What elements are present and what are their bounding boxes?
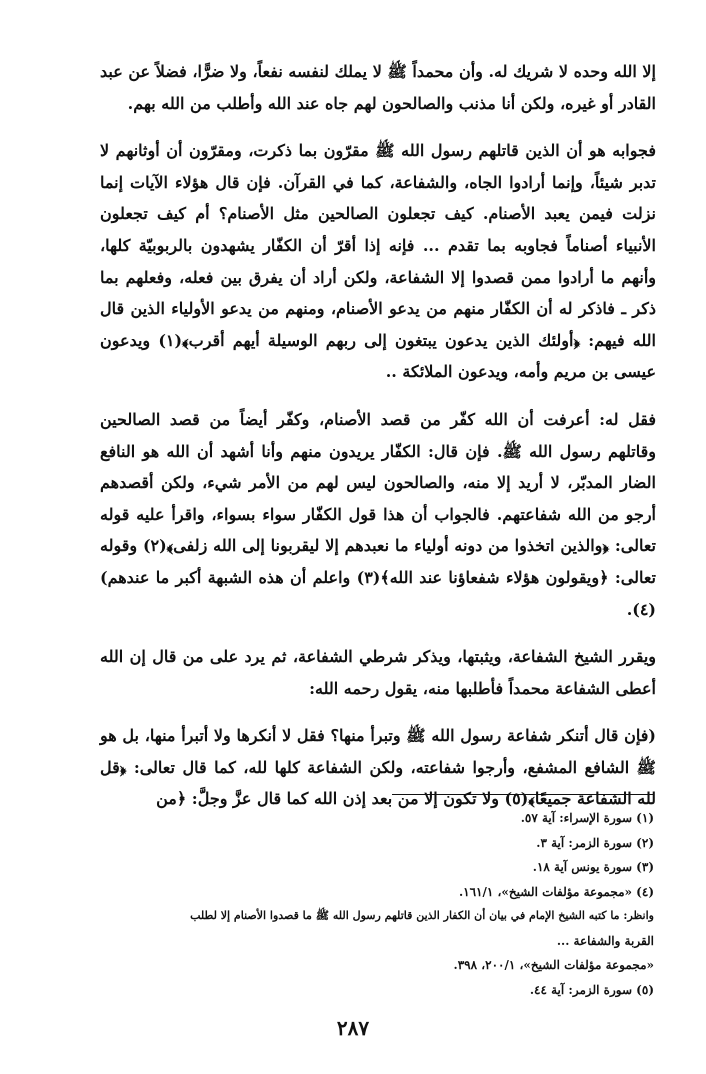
paragraph-1: إلا الله وحده لا شريك له. وأن محمداً ﷺ لا يملك لنفسه نفعاً، ولا ضرًّا، فضلاً عن عبد القادر أو غيره، ولكن أنا مذنب والصالحون لهم جاه عند الله وأطلب من الله بهم. [100,62,656,113]
footnote-5: (٥) سورة الزمر: آية ٤٤. [529,982,654,997]
footnote-1: (١) سورة الإسراء: آية ٥٧. [520,811,654,825]
page-number: ٢٨٧ [336,1016,370,1040]
paragraph-gap [100,119,656,135]
paragraph-4: ويقرر الشيخ الشفاعة، ويثبتها، ويذكر شرطي الشفاعة، ثم يرد على من قال إن الله أعطى الشفاعة محمداً فأطلبها منه، يقول رحمه الله: [100,647,657,698]
footnotes [100,806,654,1002]
paragraph-gap [100,388,656,404]
footnote-4: (٤) «مجموعة مؤلفات الشيخ»، ١٦١/١. [458,884,654,899]
footnote-3: (٣) سورة يونس آية ١٨. [532,860,654,874]
footnote-4-continuation: وانظر: ما كتبه الشيخ الإمام في بيان أن الكفار الذين قاتلهم رسول الله ﷺ ما قصدوا الأصنام إلا لطلب [190,909,654,922]
footnote-4-continuation: القربة والشفاعة ... [556,933,654,948]
main-text [100,56,656,815]
paragraph-3: فقل له: أعرفت أن الله كفّر من قصد الأصنام، وكفّر أيضاً من قصد الصالحين وقاتلهم رسول الله ﷺ. فإن قال: الكفّار يريدون منهم وأنا أشهد أن الله هو النافع الضار المدبّر، لا أريد إلا منه، والصالحون ليس لهم من الأمر شيء، ولكن أقصدهم أرجو من الله شفاعتهم. فالجواب أن هذا قول الكفّار سواء بسواء، واقرأ عليه قوله تعالى: ﴿والذين اتخذوا من دونه أولياء ما نعبدهم إلا ليقربونا إلى الله زلفى﴾(٢) وقوله تعالى: ﴿ويقولون هؤلاء شفعاؤنا عند الله﴾(٣) واعلم أن هذه الشبهة أكبر ما عندهم)(٤). [100,409,657,619]
footnote-4-reference: «مجموعة مؤلفات الشيخ»، ٢٠٠/١، ٣٩٨. [453,958,654,972]
footnote-2: (٢) سورة الزمر: آية ٣. [536,835,654,850]
paragraph-2: فجوابه هو أن الذين قاتلهم رسول الله ﷺ مقرّون بما ذكرت، ومقرّون أن أوثانهم لا تدبر شيئاً، وإنما أرادوا الجاه، والشفاعة، كما في القرآن. فإن قال هؤلاء الآيات إنما نزلت فيمن يعبد الأصنام. كيف تجعلون الصالحين مثل الأصنام؟ أم كيف تجعلون الأنبياء أصناماً فجاوبه بما تقدم ... فإنه إذا أقرّ أن الكفّار يشهدون بالربوبيّة كلها، وأنهم ما أرادوا ممن قصدوا إلا الشفاعة، ولكن أراد أن يفرق بين فعله، وفعلهم بما ذكر ـ فاذكر له أن الكفّار منهم من يدعو الأصنام، ومنهم من يدعو الأولياء الذين قال الله فيهم: ﴿أولئك الذين يدعون يبتغون إلى ربهم الوسيلة أيهم أقرب﴾(١) ويدعون عيسى بن مريم وأمه، ويدعون الملائكة .. [100,141,657,382]
footnote-separator [392,794,654,795]
paragraph-gap [100,625,656,641]
paragraph-gap [100,704,656,720]
paragraph-5: (فإن قال أتنكر شفاعة رسول الله ﷺ وتبرأ منها؟ فقل لا أنكرها ولا أتبرأ منها، بل هو ﷺ الشافع المشفع، وأرجوا شفاعته، ولكن الشفاعة كلها لله، كما قال تعالى: ﴿قل لله الشفاعة جميعًا﴾(٥) ولا تكون إلا من بعد إذن الله كما قال عزَّ وجلَّ: ﴿من [100,726,656,809]
